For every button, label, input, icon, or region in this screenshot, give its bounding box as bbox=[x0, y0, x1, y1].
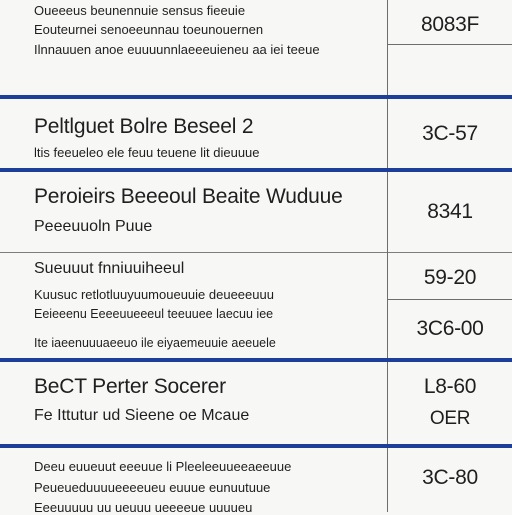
row-4-value-divider bbox=[387, 299, 512, 300]
row-2-value-1: 3C-57 bbox=[422, 122, 478, 145]
row-3-line-1: Peroieirs Beeeoul Beaite Wuduue bbox=[34, 185, 343, 208]
row-6-line-3: Eeeuuuuu uu ueuuu ueeeeue uuuueu bbox=[34, 500, 253, 515]
row-5-value-1: L8-60 bbox=[423, 375, 477, 398]
row-1-line-2: Eouteurnei senoeeunnau toeunouernen bbox=[34, 22, 264, 37]
row-2-line-2: ltis feeueleo ele feuu teuene lit dieuuue bbox=[34, 145, 260, 160]
section-divider-3 bbox=[0, 252, 512, 253]
row-3-line-2: Peeeuuoln Puue bbox=[34, 218, 153, 235]
row-1-value-1: 8083F bbox=[420, 13, 480, 36]
row-6-line-1: Deeu euueuut eeeuue li Pleeleeuueeaeeuue bbox=[34, 459, 292, 474]
row-5-line-1: BeCT Perter Socerer bbox=[34, 375, 226, 398]
row-4-line-4: Ite iaeenuuuaeeuo ile eiyaemeuuie aeeuele bbox=[34, 336, 276, 350]
row-6-line-2: Peueueduuuueeeeueu euuue eunuutuue bbox=[34, 480, 271, 495]
row-1-line-1: Oueeeus beunennuie sensus fieeuie bbox=[34, 3, 246, 18]
row-4-line-1: Sueuuut fnniuuiheeul bbox=[34, 260, 185, 277]
section-rule-2 bbox=[0, 168, 512, 172]
row-6-value-1: 3C-80 bbox=[422, 466, 478, 489]
row-4-value-2: 3C6-00 bbox=[416, 317, 484, 340]
column-divider bbox=[387, 252, 388, 358]
row-1-line-3: Ilnnauuen anoe euuuunnlaeeeuieneu aa iei teeue bbox=[34, 42, 320, 57]
section-rule-4 bbox=[0, 358, 512, 362]
row-4-value-1: 59-20 bbox=[423, 266, 477, 289]
section-rule-1 bbox=[0, 95, 512, 99]
row-5-line-2: Fe Ittutur ud Sieene oe Mcaue bbox=[34, 407, 250, 424]
section-rule-5 bbox=[0, 444, 512, 448]
row-4-line-2: Kuusuc retlotluuyuumoueuuie deueeeuuu bbox=[34, 287, 274, 302]
row-1-value-divider bbox=[387, 44, 512, 45]
column-divider bbox=[387, 448, 388, 512]
row-5-value-2: OER bbox=[429, 408, 471, 429]
column-divider bbox=[387, 0, 388, 95]
row-3-value-1: 8341 bbox=[427, 200, 473, 223]
column-divider bbox=[387, 99, 388, 168]
row-2-line-1: Peltlguet Bolre Beseel 2 bbox=[34, 115, 254, 138]
row-4-line-3: Eeieeenu Eeeeuueeeul teeuuee laecuu iee bbox=[34, 307, 274, 321]
column-divider bbox=[387, 172, 388, 252]
column-divider bbox=[387, 362, 388, 444]
